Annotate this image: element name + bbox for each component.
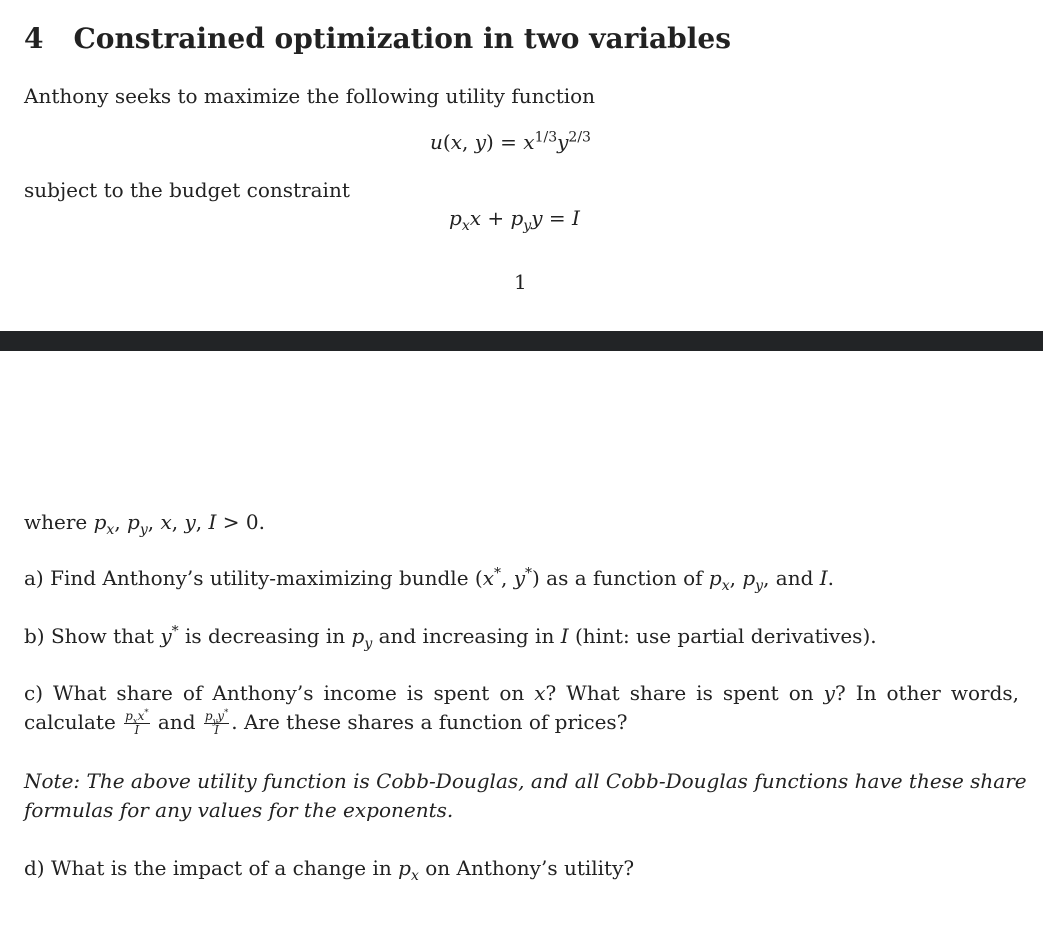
share-y-fraction: $\frac{p_yy^*}{I}$ (204, 707, 229, 737)
conditions-text: where $p_x$, $p_y$, x, y, I > 0. (24, 510, 265, 538)
question-b: b) Show that y* is decreasing in $p_y$ and increasing in I (hint: use partial derivatives). (24, 623, 877, 652)
question-c-line1: c) What share of Anthony’s income is spent on x? What share is spent on y? In other words, (24, 681, 1020, 705)
utility-equation: u(x, $y) = x^{1/3}y^{2/3}$ (430, 129, 591, 154)
section-heading: 4 Constrained optimization in two variables (24, 22, 731, 55)
budget-equation: $p_xx + p_yy = I$ (449, 206, 580, 234)
question-d: d) What is the impact of a change in $p_x$ on Anthony’s utility? (24, 856, 635, 884)
note-line2: formulas for any values for the exponents. (24, 798, 454, 822)
intro-text: Anthony seeks to maximize the following utility function (24, 84, 596, 108)
question-c-line2: calculate $\frac{p_xx^*}{I}$ and $\frac{p_yy^*}{I}$ . Are these shares a function of prices? (24, 707, 628, 737)
note-line1: Note: The above utility function is Cobb-Douglas, and all Cobb-Douglas functions have these share (24, 769, 1027, 793)
constraint-intro: subject to the budget constraint (24, 178, 350, 202)
question-a: a) Find Anthony’s utility-maximizing bundle (x*, y*) as a function of $p_x$, $p_y$, and I. (24, 565, 835, 594)
share-x-fraction: $\frac{p_xx^*}{I}$ (125, 707, 149, 737)
page-break-bar (0, 331, 1043, 351)
page-number: 1 (514, 270, 527, 294)
